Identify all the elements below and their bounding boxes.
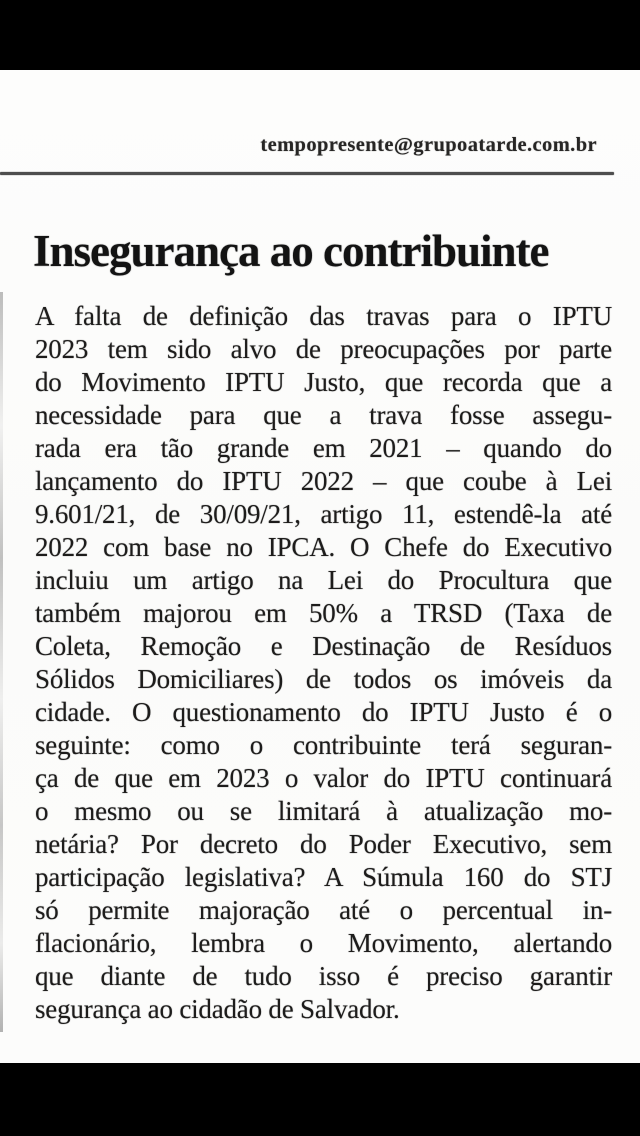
bottom-letterbox-bar: [0, 1063, 640, 1136]
body-line: também majorou em 50% a TRSD (Taxa de: [35, 598, 612, 628]
body-line: netária? Por decreto do Poder Executivo, sem: [35, 829, 612, 859]
header-divider: [0, 172, 614, 175]
body-line: lançamento do IPTU 2022 – que coube à Lei: [35, 466, 612, 496]
body-line: A falta de definição das travas para o IPTU: [35, 301, 612, 331]
body-line: 9.601/21, de 30/09/21, artigo 11, estendê-la até: [35, 499, 612, 529]
body-line: flacionário, lembra o Movimento, alertando: [35, 928, 612, 958]
body-line: rada era tão grande em 2021 – quando do: [35, 433, 612, 463]
body-line: cidade. O questionamento do IPTU Justo é o: [35, 697, 612, 727]
body-line: do Movimento IPTU Justo, que recorda que a: [35, 367, 612, 397]
article-body: [35, 300, 612, 1026]
body-line: necessidade para que a trava fosse assegu-: [35, 400, 612, 430]
body-line: o mesmo ou se limitará à atualização mo-: [35, 796, 612, 826]
contact-email: tempopresente@grupoatarde.com.br: [260, 134, 597, 156]
body-line: seguinte: como o contribuinte terá seguran-: [35, 730, 612, 760]
body-line: incluiu um artigo na Lei do Procultura que: [35, 565, 612, 595]
body-line: 2023 tem sido alvo de preocupações por parte: [35, 334, 612, 364]
body-line: ça de que em 2023 o valor do IPTU continuará: [35, 763, 612, 793]
body-line: Coleta, Remoção e Destinação de Resíduos: [35, 631, 612, 661]
body-line: só permite majoração até o percentual in-: [35, 895, 612, 925]
body-line: que diante de tudo isso é preciso garantir: [35, 961, 612, 991]
scan-edge-artifact: [0, 292, 3, 1032]
article-title: Insegurança ao contribuinte: [33, 226, 549, 276]
body-line: segurança ao cidadão de Salvador.: [35, 994, 400, 1024]
body-line: participação legislativa? A Súmula 160 do STJ: [35, 862, 612, 892]
body-line: 2022 com base no IPCA. O Chefe do Executivo: [35, 532, 612, 562]
top-letterbox-bar: [0, 0, 640, 70]
body-line: Sólidos Domiciliares) de todos os imóveis da: [35, 664, 612, 694]
